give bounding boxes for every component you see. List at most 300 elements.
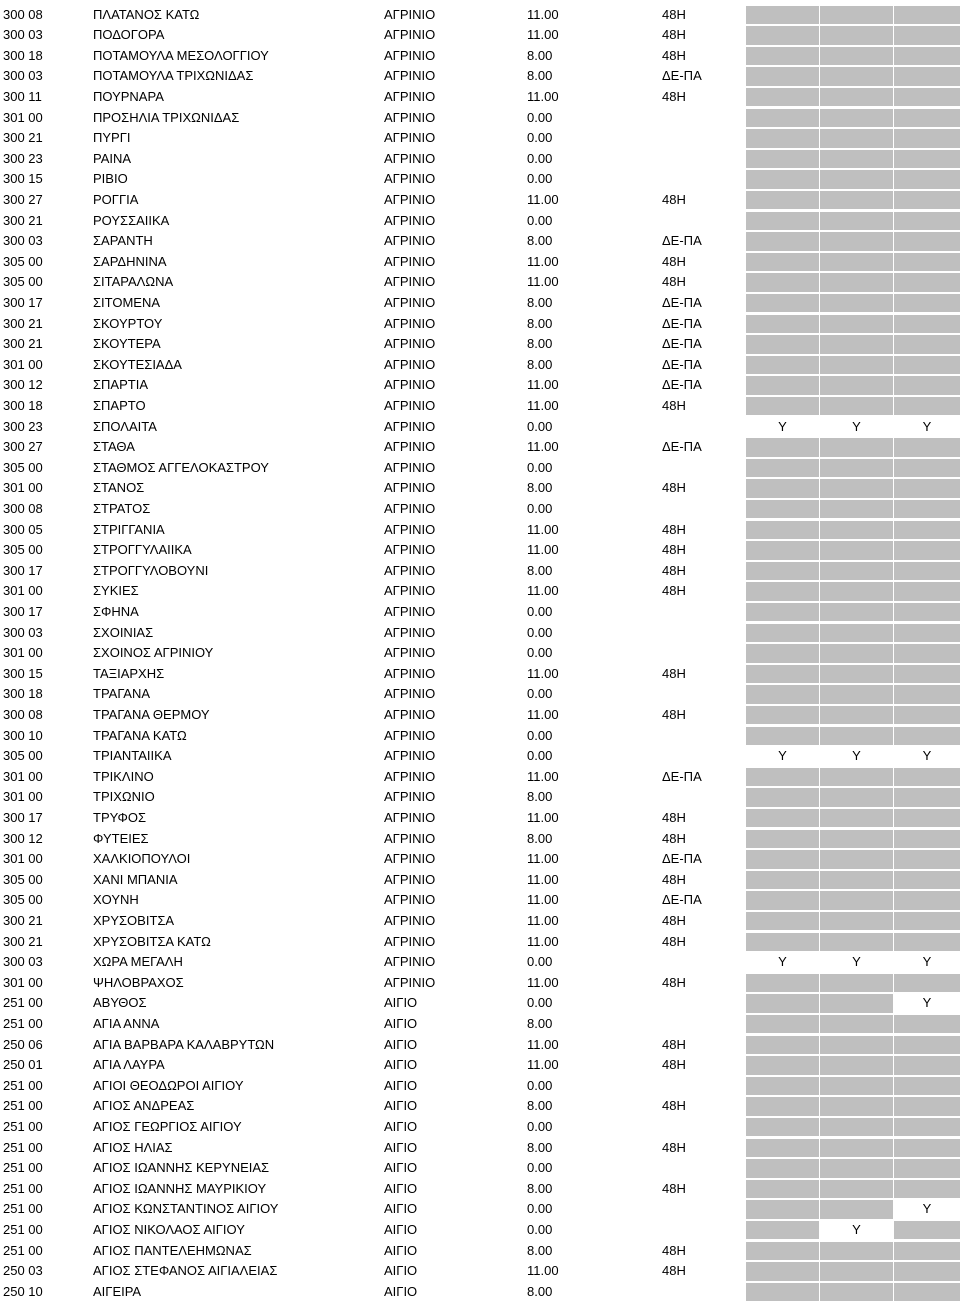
delivery-code: 48Η bbox=[662, 191, 686, 207]
flag-cell-2 bbox=[820, 438, 893, 457]
flag-cell-3: Υ bbox=[894, 953, 960, 972]
flag-cell-2 bbox=[820, 1015, 893, 1034]
city-name: ΑΓΡΙΝΙΟ bbox=[384, 294, 436, 310]
city-name: ΑΙΓΙΟ bbox=[384, 1160, 418, 1176]
delivery-code: ΔΕ-ΠΑ bbox=[662, 377, 702, 393]
charge-value: 11.00 bbox=[527, 583, 559, 599]
flag-cell-1 bbox=[746, 109, 819, 128]
flag-cell-3 bbox=[894, 129, 960, 148]
postal-code: 251 00 bbox=[3, 1077, 43, 1093]
charge-value: 0.00 bbox=[527, 150, 553, 166]
flag-cell-2: Υ bbox=[820, 418, 893, 437]
locality-name: ΣΙΤΑΡΑΛΩΝΑ bbox=[93, 274, 174, 290]
delivery-code bbox=[662, 458, 722, 479]
delivery-code bbox=[662, 108, 722, 129]
flag-cell-1 bbox=[746, 582, 819, 601]
flag-cell-3 bbox=[894, 232, 960, 251]
postal-code: 301 00 bbox=[3, 851, 43, 867]
delivery-code: ΔΕ-ΠΑ bbox=[662, 315, 702, 331]
delivery-code bbox=[662, 1117, 722, 1138]
flag-cell-2 bbox=[820, 871, 893, 890]
table-row bbox=[0, 890, 960, 911]
locality-name: ΤΡΑΓΑΝΑ ΘΕΡΜΟΥ bbox=[93, 706, 210, 722]
flag-cell-2 bbox=[820, 768, 893, 787]
charge-value: 11.00 bbox=[527, 439, 559, 455]
table-row bbox=[0, 211, 960, 232]
postal-code: 251 00 bbox=[3, 1118, 43, 1134]
delivery-code: 48Η bbox=[662, 27, 686, 43]
postal-code: 300 21 bbox=[3, 933, 43, 949]
flag-cell-1 bbox=[746, 1283, 819, 1302]
delivery-code: 48Η bbox=[662, 1036, 686, 1052]
city-name: ΑΓΡΙΝΙΟ bbox=[384, 68, 436, 84]
table-row bbox=[0, 1282, 960, 1302]
charge-value: 11.00 bbox=[527, 377, 559, 393]
flag-cell-2 bbox=[820, 521, 893, 540]
postal-code: 251 00 bbox=[3, 995, 43, 1011]
delivery-code bbox=[662, 1220, 722, 1241]
city-name: ΑΓΡΙΝΙΟ bbox=[384, 789, 436, 805]
locality-name: ΧΩΡΑ ΜΕΓΑΛΗ bbox=[93, 954, 183, 970]
table-row bbox=[0, 808, 960, 829]
flag-cell-1 bbox=[746, 1056, 819, 1075]
flag-cell-2 bbox=[820, 212, 893, 231]
postal-code: 300 18 bbox=[3, 686, 43, 702]
locality-name: ΧΡΥΣΟΒΙΤΣΑ bbox=[93, 912, 175, 928]
table-row bbox=[0, 932, 960, 953]
postal-code: 301 00 bbox=[3, 974, 43, 990]
postal-code: 300 08 bbox=[3, 706, 43, 722]
table-row bbox=[0, 1138, 960, 1159]
table-row bbox=[0, 705, 960, 726]
flag-cell-3 bbox=[894, 603, 960, 622]
table-row bbox=[0, 293, 960, 314]
charge-value: 11.00 bbox=[527, 912, 559, 928]
city-name: ΑΓΡΙΝΙΟ bbox=[384, 439, 436, 455]
locality-name: ΠΟΔΟΓΟΡΑ bbox=[93, 27, 165, 43]
flag-cell-1 bbox=[746, 1221, 819, 1240]
flag-cell-2 bbox=[820, 912, 893, 931]
charge-value: 11.00 bbox=[527, 809, 559, 825]
city-name: ΑΓΡΙΝΙΟ bbox=[384, 768, 436, 784]
postal-code: 300 27 bbox=[3, 191, 43, 207]
flag-cell-1 bbox=[746, 1200, 819, 1219]
flag-cell-2 bbox=[820, 1180, 893, 1199]
charge-value: 8.00 bbox=[527, 315, 553, 331]
city-name: ΑΙΓΙΟ bbox=[384, 1057, 418, 1073]
delivery-code: ΔΕ-ΠΑ bbox=[662, 768, 702, 784]
charge-value: 11.00 bbox=[527, 521, 559, 537]
postal-code: 300 21 bbox=[3, 130, 43, 146]
flag-cell-1 bbox=[746, 665, 819, 684]
table-row bbox=[0, 829, 960, 850]
delivery-code bbox=[662, 499, 722, 520]
delivery-code bbox=[662, 417, 722, 438]
flag-cell-2 bbox=[820, 1283, 893, 1302]
city-name: ΑΓΡΙΝΙΟ bbox=[384, 191, 436, 207]
charge-value: 11.00 bbox=[527, 88, 559, 104]
charge-value: 0.00 bbox=[527, 418, 553, 434]
flag-cell-1 bbox=[746, 376, 819, 395]
locality-name: ΑΒΥΘΟΣ bbox=[93, 995, 147, 1011]
locality-name: ΑΓΙΟΣ ΣΤΕΦΑΝΟΣ ΑΙΓΙΑΛΕΙΑΣ bbox=[93, 1263, 278, 1279]
flag-cell-2 bbox=[820, 335, 893, 354]
flag-cell-3 bbox=[894, 665, 960, 684]
postal-code: 301 00 bbox=[3, 583, 43, 599]
flag-cell-3 bbox=[894, 294, 960, 313]
flag-cell-1 bbox=[746, 1077, 819, 1096]
city-name: ΑΓΡΙΝΙΟ bbox=[384, 809, 436, 825]
city-name: ΑΓΡΙΝΙΟ bbox=[384, 954, 436, 970]
postal-code: 300 21 bbox=[3, 912, 43, 928]
city-name: ΑΙΓΙΟ bbox=[384, 1242, 418, 1258]
flag-cell-1 bbox=[746, 150, 819, 169]
flag-cell-1 bbox=[746, 912, 819, 931]
delivery-code: ΔΕ-ΠΑ bbox=[662, 892, 702, 908]
postal-code: 300 12 bbox=[3, 377, 43, 393]
postal-code: 300 11 bbox=[3, 88, 42, 104]
flag-cell-3 bbox=[894, 479, 960, 498]
charge-value: 8.00 bbox=[527, 1283, 553, 1299]
flag-cell-2 bbox=[820, 294, 893, 313]
table-row bbox=[0, 1096, 960, 1117]
city-name: ΑΓΡΙΝΙΟ bbox=[384, 974, 436, 990]
flag-cell-2 bbox=[820, 727, 893, 746]
postal-code: 300 05 bbox=[3, 521, 43, 537]
flag-cell-3 bbox=[894, 1262, 960, 1281]
flag-cell-2 bbox=[820, 479, 893, 498]
postal-code: 305 00 bbox=[3, 253, 43, 269]
postal-code: 300 18 bbox=[3, 47, 43, 63]
postal-code: 300 23 bbox=[3, 418, 43, 434]
postal-code: 300 08 bbox=[3, 500, 43, 516]
locality-name: ΑΓΙΟΣ ΗΛΙΑΣ bbox=[93, 1139, 173, 1155]
flag-cell-3 bbox=[894, 273, 960, 292]
locality-name: ΧΡΥΣΟΒΙΤΣΑ ΚΑΤΩ bbox=[93, 933, 211, 949]
flag-cell-2 bbox=[820, 603, 893, 622]
city-name: ΑΙΓΙΟ bbox=[384, 1015, 418, 1031]
flag-cell-2 bbox=[820, 47, 893, 66]
charge-value: 8.00 bbox=[527, 336, 553, 352]
city-name: ΑΓΡΙΝΙΟ bbox=[384, 624, 436, 640]
flag-cell-3: Υ bbox=[894, 418, 960, 437]
locality-name: ΤΡΑΓΑΝΑ bbox=[93, 686, 151, 702]
postal-code: 300 03 bbox=[3, 954, 43, 970]
table-row bbox=[0, 849, 960, 870]
flag-cell-2 bbox=[820, 315, 893, 334]
postal-code: 300 03 bbox=[3, 233, 43, 249]
delivery-code: 48Η bbox=[662, 47, 686, 63]
postal-code: 300 17 bbox=[3, 294, 43, 310]
flag-cell-2 bbox=[820, 500, 893, 519]
city-name: ΑΓΡΙΝΙΟ bbox=[384, 88, 436, 104]
delivery-code: 48Η bbox=[662, 562, 686, 578]
flag-cell-2 bbox=[820, 26, 893, 45]
charge-value: 11.00 bbox=[527, 397, 559, 413]
table-row bbox=[0, 1199, 960, 1220]
flag-cell-1 bbox=[746, 479, 819, 498]
flag-cell-1 bbox=[746, 356, 819, 375]
flag-cell-1 bbox=[746, 521, 819, 540]
flag-cell-3 bbox=[894, 1221, 960, 1240]
table-row bbox=[0, 1035, 960, 1056]
flag-cell-3 bbox=[894, 912, 960, 931]
table-row bbox=[0, 417, 960, 438]
table-row bbox=[0, 396, 960, 417]
locality-name: ΣΤΡΙΓΓΑΝΙΑ bbox=[93, 521, 165, 537]
charge-value: 8.00 bbox=[527, 562, 553, 578]
postal-code: 305 00 bbox=[3, 892, 43, 908]
flag-cell-2 bbox=[820, 685, 893, 704]
flag-cell-2 bbox=[820, 1097, 893, 1116]
flag-cell-3 bbox=[894, 830, 960, 849]
flag-cell-3 bbox=[894, 212, 960, 231]
flag-cell-1: Υ bbox=[746, 953, 819, 972]
city-name: ΑΙΓΙΟ bbox=[384, 1180, 418, 1196]
delivery-code bbox=[662, 1014, 722, 1035]
table-row bbox=[0, 726, 960, 747]
charge-value: 0.00 bbox=[527, 995, 553, 1011]
postal-code: 250 10 bbox=[3, 1283, 43, 1299]
flag-cell-1 bbox=[746, 644, 819, 663]
locality-name: ΠΥΡΓΙ bbox=[93, 130, 131, 146]
flag-cell-3 bbox=[894, 685, 960, 704]
flag-cell-1 bbox=[746, 253, 819, 272]
locality-name: ΠΟΥΡΝΑΡΑ bbox=[93, 88, 164, 104]
flag-cell-1 bbox=[746, 67, 819, 86]
flag-cell-2 bbox=[820, 1056, 893, 1075]
flag-cell-2 bbox=[820, 582, 893, 601]
charge-value: 8.00 bbox=[527, 480, 553, 496]
city-name: ΑΓΡΙΝΙΟ bbox=[384, 47, 436, 63]
flag-cell-3 bbox=[894, 150, 960, 169]
flag-cell-2 bbox=[820, 191, 893, 210]
city-name: ΑΓΡΙΝΙΟ bbox=[384, 603, 436, 619]
delivery-code bbox=[662, 149, 722, 170]
flag-cell-2 bbox=[820, 397, 893, 416]
flag-cell-1 bbox=[746, 129, 819, 148]
delivery-code: 48Η bbox=[662, 706, 686, 722]
postal-code: 300 27 bbox=[3, 439, 43, 455]
city-name: ΑΓΡΙΝΙΟ bbox=[384, 706, 436, 722]
flag-cell-3 bbox=[894, 88, 960, 107]
flag-cell-3 bbox=[894, 788, 960, 807]
flag-cell-1 bbox=[746, 1015, 819, 1034]
table-row bbox=[0, 149, 960, 170]
locality-name: ΧΑΝΙ ΜΠΑΝΙΑ bbox=[93, 871, 178, 887]
postal-code: 250 06 bbox=[3, 1036, 43, 1052]
flag-cell-3 bbox=[894, 1139, 960, 1158]
charge-value: 11.00 bbox=[527, 27, 559, 43]
table-row bbox=[0, 746, 960, 767]
flag-cell-1 bbox=[746, 1118, 819, 1137]
charge-value: 0.00 bbox=[527, 1160, 553, 1176]
flag-cell-2 bbox=[820, 1118, 893, 1137]
table-row bbox=[0, 664, 960, 685]
table-row bbox=[0, 499, 960, 520]
delivery-code: 48Η bbox=[662, 871, 686, 887]
city-name: ΑΓΡΙΝΙΟ bbox=[384, 274, 436, 290]
charge-value: 11.00 bbox=[527, 253, 559, 269]
locality-name: ΣΑΡΑΝΤΗ bbox=[93, 233, 153, 249]
table-row bbox=[0, 993, 960, 1014]
charge-value: 0.00 bbox=[527, 212, 553, 228]
flag-cell-2 bbox=[820, 850, 893, 869]
postal-code: 300 03 bbox=[3, 624, 43, 640]
locality-name: ΣΠΑΡΤΙΑ bbox=[93, 377, 148, 393]
flag-cell-2 bbox=[820, 562, 893, 581]
charge-value: 11.00 bbox=[527, 768, 559, 784]
flag-cell-1 bbox=[746, 933, 819, 952]
flag-cell-2 bbox=[820, 129, 893, 148]
postal-code: 300 17 bbox=[3, 562, 43, 578]
city-name: ΑΓΡΙΝΙΟ bbox=[384, 356, 436, 372]
charge-value: 8.00 bbox=[527, 47, 553, 63]
charge-value: 8.00 bbox=[527, 1015, 553, 1031]
delivery-code: ΔΕ-ΠΑ bbox=[662, 68, 702, 84]
city-name: ΑΙΓΙΟ bbox=[384, 995, 418, 1011]
flag-cell-1 bbox=[746, 603, 819, 622]
locality-name: ΑΓΙΟΙ ΘΕΟΔΩΡΟΙ ΑΙΓΙΟΥ bbox=[93, 1077, 244, 1093]
delivery-code bbox=[662, 211, 722, 232]
charge-value: 11.00 bbox=[527, 665, 559, 681]
table-row bbox=[0, 684, 960, 705]
locality-name: ΤΡΙΑΝΤΑΙΙΚΑ bbox=[93, 748, 172, 764]
flag-cell-1 bbox=[746, 438, 819, 457]
locality-name: ΑΓΙΟΣ ΠΑΝΤΕΛΕΗΜΩΝΑΣ bbox=[93, 1242, 252, 1258]
city-name: ΑΓΡΙΝΙΟ bbox=[384, 851, 436, 867]
flag-cell-2 bbox=[820, 232, 893, 251]
flag-cell-3 bbox=[894, 809, 960, 828]
table-row bbox=[0, 787, 960, 808]
delivery-code: 48Η bbox=[662, 1180, 686, 1196]
charge-value: 0.00 bbox=[527, 954, 553, 970]
delivery-code bbox=[662, 952, 722, 973]
charge-value: 11.00 bbox=[527, 851, 559, 867]
city-name: ΑΓΡΙΝΙΟ bbox=[384, 397, 436, 413]
flag-cell-1 bbox=[746, 397, 819, 416]
flag-cell-3 bbox=[894, 6, 960, 25]
city-name: ΑΓΡΙΝΙΟ bbox=[384, 253, 436, 269]
flag-cell-3 bbox=[894, 1242, 960, 1261]
flag-cell-3 bbox=[894, 315, 960, 334]
flag-cell-3 bbox=[894, 1180, 960, 1199]
flag-cell-3: Υ bbox=[894, 747, 960, 766]
locality-name: ΣΠΟΛΑΙΤΑ bbox=[93, 418, 157, 434]
postal-code: 301 00 bbox=[3, 645, 43, 661]
delivery-code bbox=[662, 1199, 722, 1220]
city-name: ΑΙΓΙΟ bbox=[384, 1139, 418, 1155]
table-row bbox=[0, 623, 960, 644]
flag-cell-3 bbox=[894, 582, 960, 601]
locality-name: ΧΑΛΚΙΟΠΟΥΛΟΙ bbox=[93, 851, 191, 867]
flag-cell-3 bbox=[894, 850, 960, 869]
table-row bbox=[0, 128, 960, 149]
city-name: ΑΓΡΙΝΙΟ bbox=[384, 727, 436, 743]
postal-code: 251 00 bbox=[3, 1242, 43, 1258]
locality-name: ΣΤΑΝΟΣ bbox=[93, 480, 145, 496]
flag-cell-1 bbox=[746, 315, 819, 334]
city-name: ΑΓΡΙΝΙΟ bbox=[384, 212, 436, 228]
flag-cell-2 bbox=[820, 109, 893, 128]
flag-cell-2 bbox=[820, 1262, 893, 1281]
postal-code: 300 10 bbox=[3, 727, 43, 743]
locality-name: ΣΑΡΔΗΝΙΝΑ bbox=[93, 253, 167, 269]
locality-name: ΠΟΤΑΜΟΥΛΑ ΜΕΣΟΛΟΓΓΙΟΥ bbox=[93, 47, 269, 63]
flag-cell-1 bbox=[746, 830, 819, 849]
postal-code: 300 15 bbox=[3, 171, 43, 187]
city-name: ΑΓΡΙΝΙΟ bbox=[384, 171, 436, 187]
locality-name: ΡΑΙΝΑ bbox=[93, 150, 132, 166]
flag-cell-1 bbox=[746, 891, 819, 910]
flag-cell-3 bbox=[894, 768, 960, 787]
postal-code: 300 03 bbox=[3, 68, 43, 84]
city-name: ΑΓΡΙΝΙΟ bbox=[384, 377, 436, 393]
flag-cell-1 bbox=[746, 1097, 819, 1116]
table-row bbox=[0, 1158, 960, 1179]
flag-cell-1 bbox=[746, 191, 819, 210]
flag-cell-3 bbox=[894, 933, 960, 952]
locality-name: ΤΡΙΚΛΙΝΟ bbox=[93, 768, 154, 784]
flag-cell-3 bbox=[894, 191, 960, 210]
postal-code: 300 17 bbox=[3, 809, 43, 825]
locality-name: ΠΟΤΑΜΟΥΛΑ ΤΡΙΧΩΝΙΔΑΣ bbox=[93, 68, 254, 84]
delivery-code bbox=[662, 128, 722, 149]
delivery-code bbox=[662, 602, 722, 623]
city-name: ΑΓΡΙΝΙΟ bbox=[384, 27, 436, 43]
charge-value: 11.00 bbox=[527, 1036, 559, 1052]
flag-cell-1 bbox=[746, 768, 819, 787]
city-name: ΑΓΡΙΝΙΟ bbox=[384, 830, 436, 846]
locality-name: ΣΙΤΟΜΕΝΑ bbox=[93, 294, 161, 310]
flag-cell-3 bbox=[894, 706, 960, 725]
delivery-code: 48Η bbox=[662, 809, 686, 825]
flag-cell-2 bbox=[820, 88, 893, 107]
flag-cell-1 bbox=[746, 974, 819, 993]
flag-cell-3 bbox=[894, 1159, 960, 1178]
postal-code: 251 00 bbox=[3, 1221, 43, 1237]
table-row bbox=[0, 108, 960, 129]
charge-value: 11.00 bbox=[527, 706, 559, 722]
postal-code: 300 03 bbox=[3, 27, 43, 43]
locality-name: ΑΓΙΑ ΒΑΡΒΑΡΑ ΚΑΛΑΒΡΥΤΩΝ bbox=[93, 1036, 275, 1052]
flag-cell-3 bbox=[894, 1036, 960, 1055]
delivery-code bbox=[662, 746, 722, 767]
city-name: ΑΙΓΙΟ bbox=[384, 1263, 418, 1279]
table-row bbox=[0, 1076, 960, 1097]
charge-value: 8.00 bbox=[527, 1242, 553, 1258]
flag-cell-2 bbox=[820, 541, 893, 560]
table-row bbox=[0, 1014, 960, 1035]
delivery-code: 48Η bbox=[662, 253, 686, 269]
delivery-code: ΔΕ-ΠΑ bbox=[662, 233, 702, 249]
postal-code: 250 03 bbox=[3, 1263, 43, 1279]
table-row bbox=[0, 581, 960, 602]
flag-cell-2 bbox=[820, 665, 893, 684]
flag-cell-3 bbox=[894, 562, 960, 581]
delivery-code bbox=[662, 1282, 722, 1302]
charge-value: 0.00 bbox=[527, 645, 553, 661]
flag-cell-1 bbox=[746, 1262, 819, 1281]
delivery-code bbox=[662, 169, 722, 190]
locality-name: ΣΦΗΝΑ bbox=[93, 603, 139, 619]
locality-name: ΣΚΟΥΤΕΡΑ bbox=[93, 336, 161, 352]
charge-value: 11.00 bbox=[527, 974, 559, 990]
city-name: ΑΙΓΙΟ bbox=[384, 1036, 418, 1052]
flag-cell-1 bbox=[746, 706, 819, 725]
flag-cell-2: Υ bbox=[820, 953, 893, 972]
city-name: ΑΓΡΙΝΙΟ bbox=[384, 150, 436, 166]
